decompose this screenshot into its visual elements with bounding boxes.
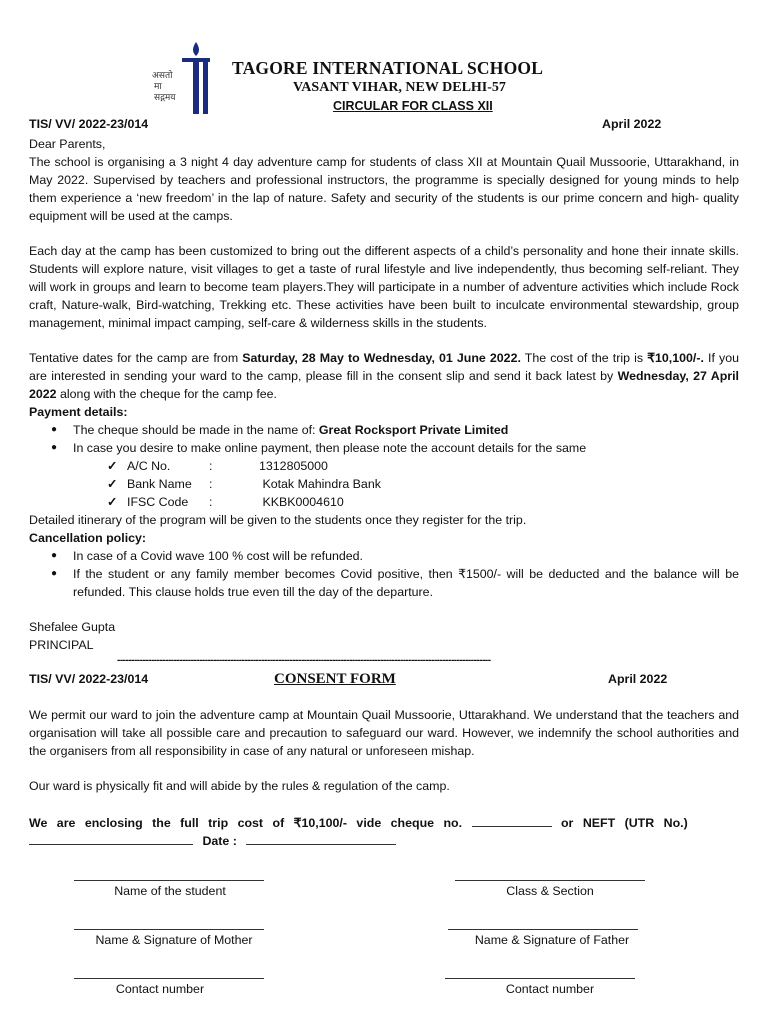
paragraph-dates: Tentative dates for the camp are from Saturday, 28 May to Wednesday, 01 June 2022. The cost of the trip is ₹10,100/-. If you are interested in sending your ward to the camp, please fill in the consent slip and send it back latest by Wednesday, 27 April 2022 along with the cheque for the camp fee. [29, 351, 740, 401]
reference-number: TIS/ VV/ 2022-23/014 [29, 117, 149, 131]
cancellation-item: ● If the student or any family member becomes Covid positive, then ₹1500/- will be deducted and the balance will be refunded. This clause holds true even till the day of the departure. [29, 565, 739, 601]
payment-list [29, 421, 739, 457]
fitness-statement: Our ward is physically fit and will abide by the rules & regulation of the camp. [29, 779, 450, 793]
account-row: ✓ A/C No. : 1312805000 [29, 457, 739, 475]
payment-statement: We are enclosing the full trip cost of ₹10,100/- vide cheque no. or NEFT (UTR No.) Date : [29, 816, 688, 848]
cancellation-heading: Cancellation policy: [29, 531, 147, 545]
logo-line-2: मा [154, 82, 162, 92]
account-row: ✓ IFSC Code : KKBK0004610 [29, 493, 739, 511]
school-logo [152, 38, 222, 118]
consent-title: CONSENT FORM [274, 671, 396, 687]
contact-line-2[interactable] [445, 978, 635, 979]
cancellation-list [29, 547, 739, 601]
school-address: VASANT VIHAR, NEW DELHI-57 [293, 80, 506, 95]
contact-label-2: Contact number [505, 982, 595, 996]
utr-number-field[interactable] [29, 832, 193, 845]
payment-cheque-item: ● The cheque should be made in the name of: Great Rocksport Private Limited [29, 421, 739, 439]
mother-signature-line[interactable] [74, 929, 264, 930]
class-section-line[interactable] [455, 880, 645, 881]
itinerary-note: Detailed itinerary of the program will be given to the students once they register for the trip. [29, 513, 527, 527]
salutation: Dear Parents, [29, 137, 106, 151]
signatory-name: Shefalee Gupta [29, 620, 116, 634]
logo-line-3: सद्गमय [154, 93, 176, 103]
father-signature-label: Name & Signature of Father [474, 933, 630, 947]
payment-heading: Payment details: [29, 405, 128, 419]
letter-body [29, 135, 739, 654]
contact-line-1[interactable] [74, 978, 264, 979]
account-details [29, 457, 739, 511]
contact-label-1: Contact number [115, 982, 205, 996]
student-name-label: Name of the student [114, 884, 226, 898]
class-section-label: Class & Section [506, 884, 594, 898]
consent-body [29, 706, 739, 795]
paragraph-intro: The school is organising a 3 night 4 day adventure camp for students of class XII at Mountain Quail Mussoorie, Uttarakhand, in May 2022. Supervised by teachers and professional instructors, the programme is specially designed for young minds to help them experience a ‘new freedom’ in the lap of nature. Safety and security of the students is our prime concern and high- quality equipment will be used at the camps. [29, 155, 739, 223]
payment-online-item: ● In case you desire to make online payment, then please note the account details for the same [29, 439, 739, 457]
paragraph-activities: Each day at the camp has been customized to bring out the different aspects of a child’s personality and hone their innate skills. Students will explore nature, visit villages to get a taste of rural lifestyle and live independently, thus becoming self-reliant. They will work in groups and learn to become team players.They will participate in a number of adventure activities which include Rock craft, Nature-walk, Bird-watching, Trekking etc. These activities have been built to inculcate environmental stewardship, group management, minimal impact camping, self-care & wilderness skills in the students. [29, 244, 739, 330]
cut-line: ------------------------------------------------------------------------------------------------------------------------------------ [117, 655, 491, 666]
consent-reference-number: TIS/ VV/ 2022-23/014 [29, 672, 149, 686]
consent-date: April 2022 [608, 672, 668, 686]
consent-paragraph: We permit our ward to join the adventure camp at Mountain Quail Mussoorie, Uttarakhand. We understand that the teachers and organisation will take all possible care and precaution to safeguard our ward. However, we indemnify the school authorities and the organisers from all responsibility in case of any natural or unforeseen mishap. [29, 708, 739, 758]
logo-line-1: असतो [152, 71, 173, 81]
circular-date: April 2022 [602, 117, 662, 131]
school-name: TAGORE INTERNATIONAL SCHOOL [232, 58, 544, 78]
father-signature-line[interactable] [448, 929, 638, 930]
mother-signature-label: Name & Signature of Mother [95, 933, 253, 947]
date-field[interactable] [246, 832, 396, 845]
circular-title: CIRCULAR FOR CLASS XII [333, 99, 493, 113]
cheque-number-field[interactable] [472, 814, 552, 827]
cancellation-item: ● In case of a Covid wave 100 % cost will be refunded. [29, 547, 739, 565]
student-name-line[interactable] [74, 880, 264, 881]
signatory-title: PRINCIPAL [29, 638, 94, 652]
account-row: ✓ Bank Name : Kotak Mahindra Bank [29, 475, 739, 493]
